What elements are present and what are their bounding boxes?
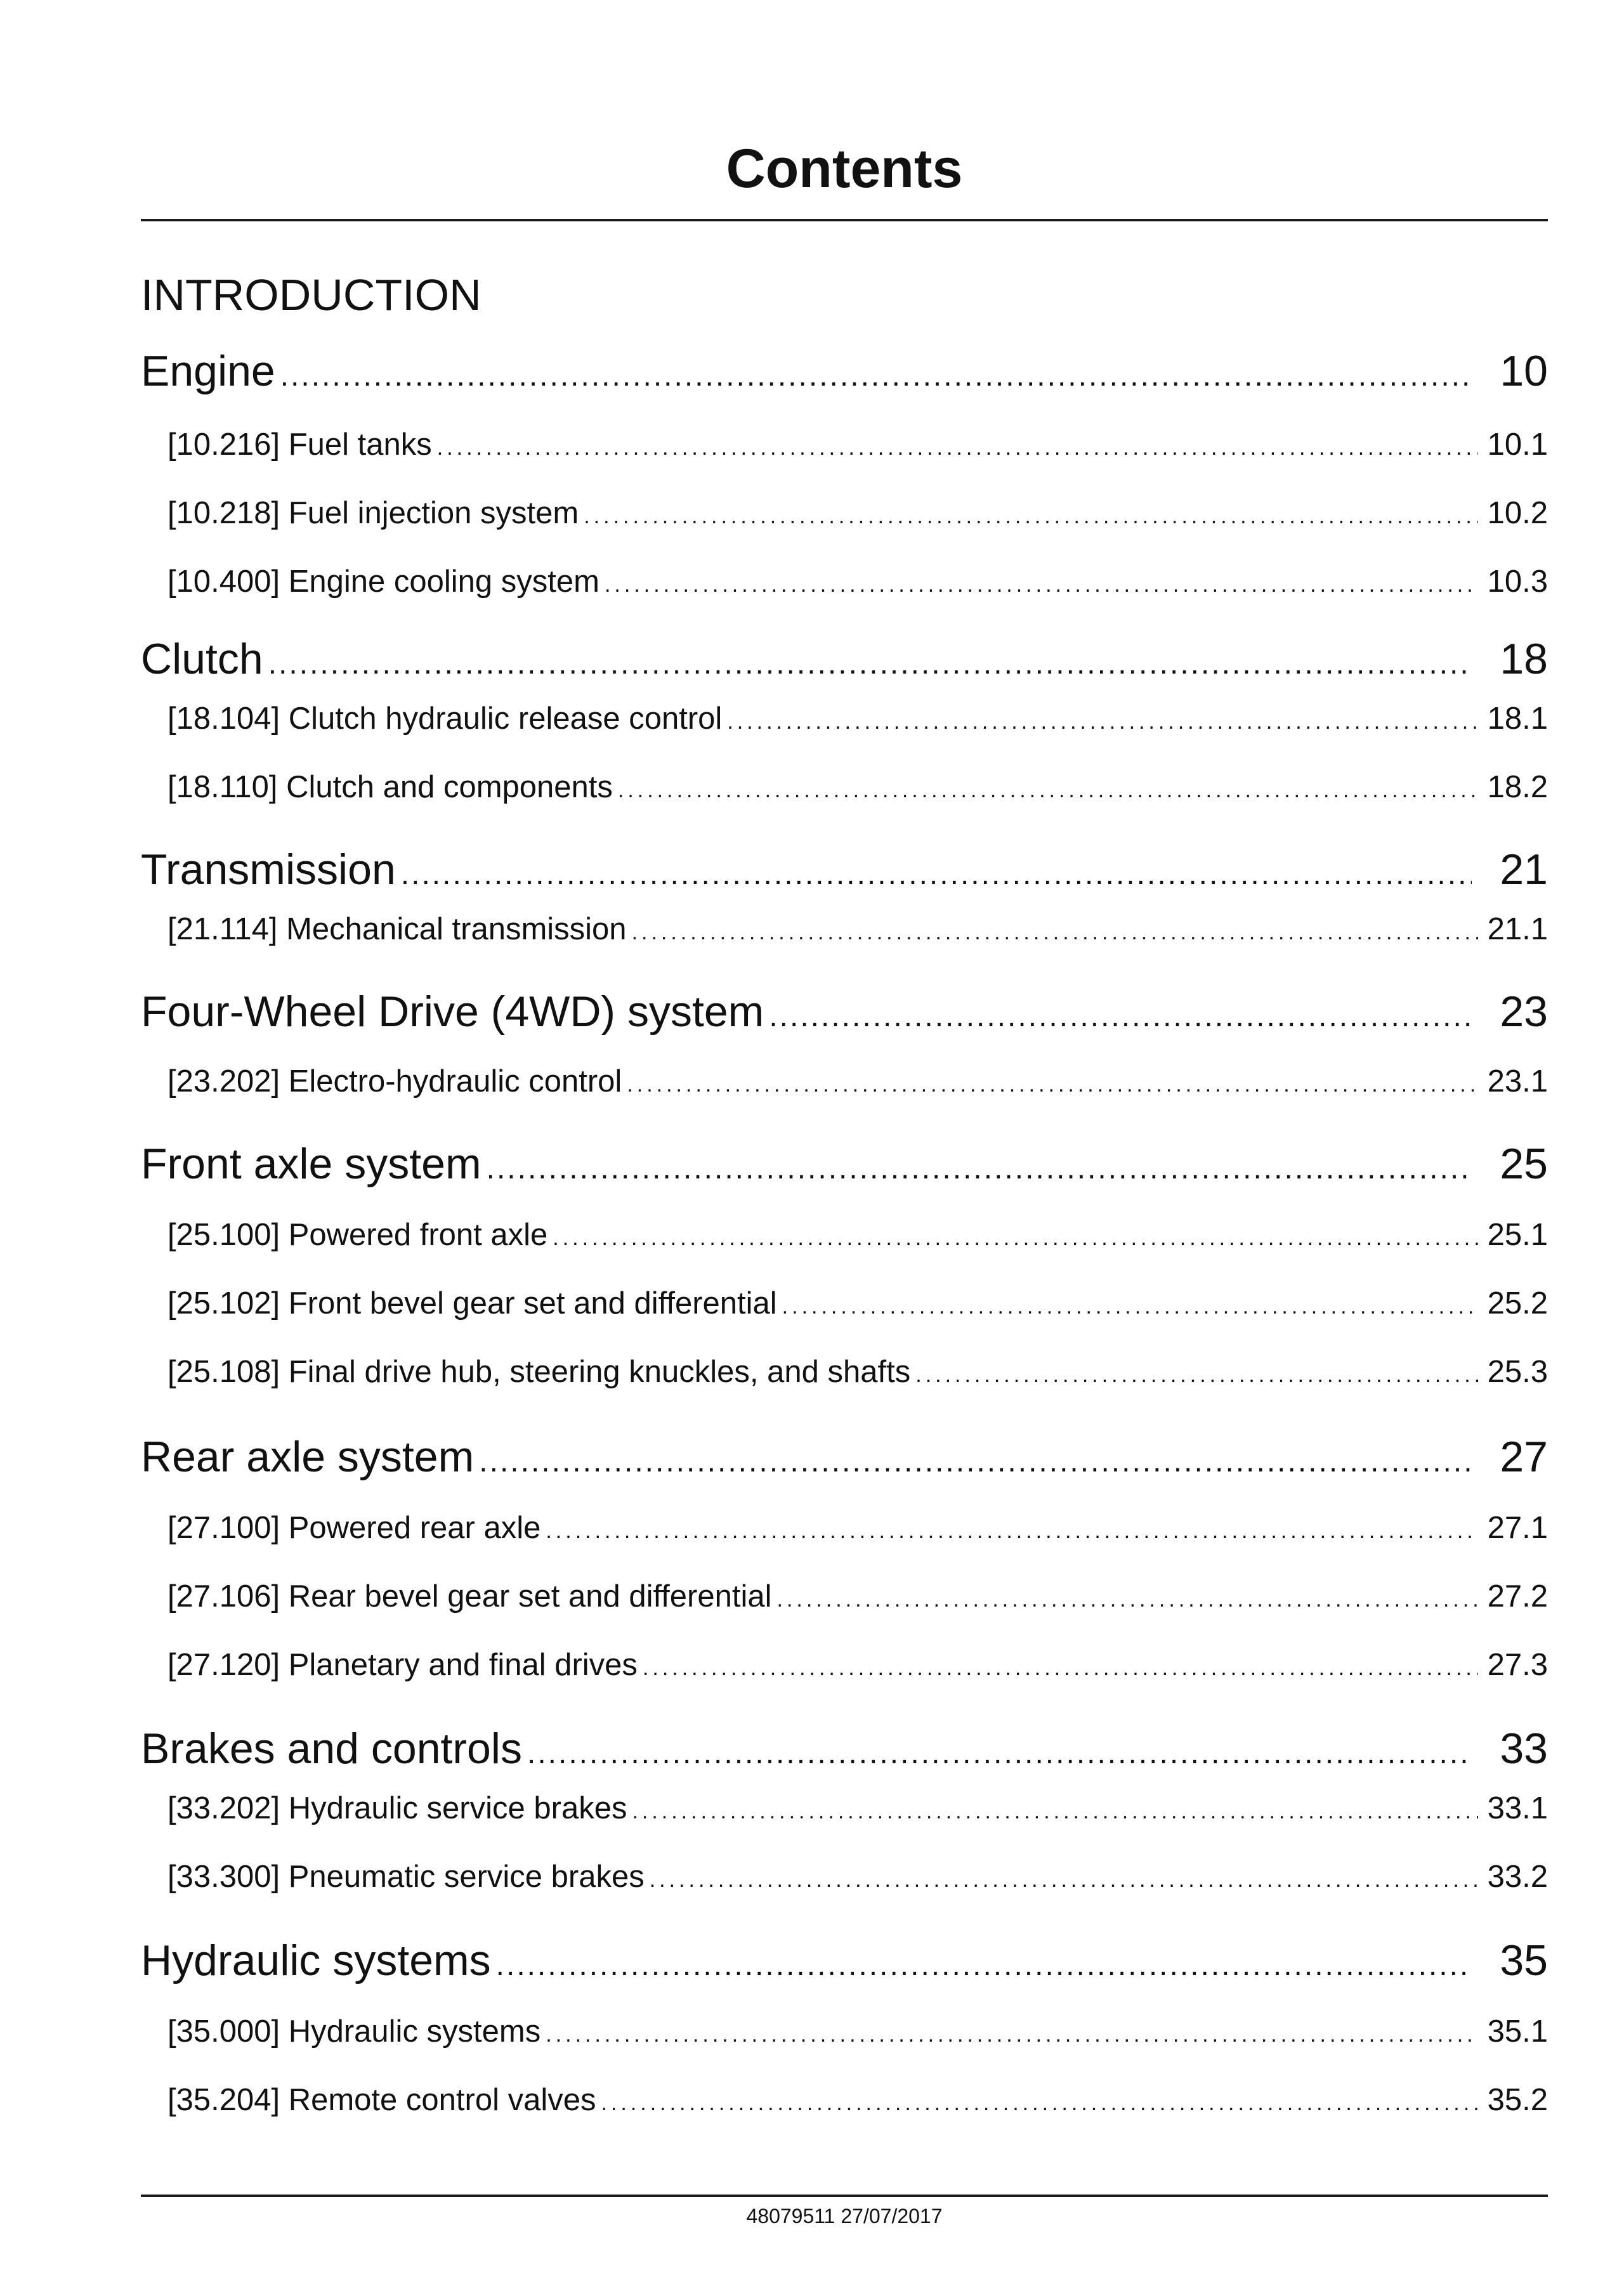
toc-section-25-108[interactable] (167, 1351, 1548, 1393)
dot-leader (584, 495, 1478, 537)
section-page-number: 25.1 (1487, 1218, 1548, 1252)
section-title: [18.110] Clutch and components (167, 770, 613, 804)
chapter-title: Engine (141, 347, 275, 395)
section-title: [33.300] Pneumatic service brakes (167, 1860, 645, 1894)
toc-section-18-110[interactable] (167, 766, 1548, 808)
section-title: [35.000] Hydraulic systems (167, 2014, 541, 2049)
toc-section-10-216[interactable] (167, 424, 1548, 466)
dot-leader (437, 427, 1478, 469)
chapter-page-number: 21 (1500, 845, 1548, 894)
section-page-number: 27.3 (1487, 1648, 1548, 1682)
table-of-contents (141, 0, 1548, 2296)
dot-leader (401, 846, 1472, 903)
dot-leader (280, 348, 1472, 405)
chapter-page-number: 35 (1500, 1936, 1548, 1985)
section-title: [21.114] Mechanical transmission (167, 912, 627, 946)
section-title: [27.120] Planetary and final drives (167, 1648, 638, 1682)
toc-section-33-300[interactable] (167, 1856, 1548, 1898)
section-page-number: 27.2 (1487, 1579, 1548, 1614)
toc-chapter-engine[interactable] (141, 342, 1548, 400)
dot-leader (643, 1647, 1478, 1689)
section-title: [27.106] Rear bevel gear set and differential (167, 1579, 772, 1614)
section-page-number: 18.1 (1487, 701, 1548, 736)
toc-chapter-four-wheel-drive[interactable] (141, 983, 1548, 1040)
toc-chapter-clutch[interactable] (141, 630, 1548, 688)
dot-leader (479, 1433, 1472, 1490)
toc-chapter-hydraulic-systems[interactable] (141, 1932, 1548, 1989)
section-page-number: 10.3 (1487, 564, 1548, 599)
dot-leader (546, 2014, 1478, 2056)
toc-section-27-106[interactable] (167, 1575, 1548, 1617)
toc-section-35-204[interactable] (167, 2079, 1548, 2121)
chapter-title: Hydraulic systems (141, 1936, 491, 1985)
dot-leader (487, 1140, 1472, 1197)
toc-chapter-rear-axle[interactable] (141, 1428, 1548, 1485)
section-title: [10.218] Fuel injection system (167, 496, 579, 530)
dot-leader (527, 1725, 1472, 1782)
introduction-heading: INTRODUCTION (141, 270, 481, 320)
dot-leader (782, 1286, 1478, 1327)
section-page-number: 23.1 (1487, 1064, 1548, 1099)
bottom-divider (141, 2195, 1548, 2197)
toc-chapter-transmission[interactable] (141, 841, 1548, 898)
section-page-number: 35.1 (1487, 2014, 1548, 2049)
section-title: [25.108] Final drive hub, steering knuckles, and shafts (167, 1355, 911, 1389)
dot-leader (268, 636, 1472, 693)
toc-section-35-000[interactable] (167, 2011, 1548, 2052)
dot-leader (627, 1064, 1478, 1106)
section-title: [27.100] Powered rear axle (167, 1511, 541, 1545)
toc-section-27-120[interactable] (167, 1644, 1548, 1686)
section-page-number: 10.2 (1487, 496, 1548, 530)
dot-leader (605, 564, 1478, 606)
chapter-title: Front axle system (141, 1140, 481, 1188)
chapter-title: Clutch (141, 635, 263, 683)
dot-leader (546, 1510, 1478, 1552)
section-page-number: 25.2 (1487, 1286, 1548, 1321)
dot-leader (553, 1217, 1478, 1259)
page-title: Contents (726, 138, 963, 199)
section-page-number: 21.1 (1487, 912, 1548, 946)
chapter-title: Rear axle system (141, 1433, 475, 1481)
section-title: [23.202] Electro-hydraulic control (167, 1064, 622, 1099)
chapter-page-number: 23 (1500, 988, 1548, 1036)
dot-leader (915, 1354, 1478, 1396)
toc-section-10-400[interactable] (167, 561, 1548, 603)
section-page-number: 27.1 (1487, 1511, 1548, 1545)
chapter-page-number: 25 (1500, 1140, 1548, 1188)
chapter-title: Transmission (141, 845, 396, 894)
chapter-page-number: 27 (1500, 1433, 1548, 1481)
toc-section-21-114[interactable] (167, 908, 1548, 950)
toc-section-25-102[interactable] (167, 1282, 1548, 1324)
section-title: [25.102] Front bevel gear set and differential (167, 1286, 777, 1321)
dot-leader (769, 988, 1472, 1045)
dot-leader (601, 2082, 1478, 2124)
dot-leader (650, 1859, 1478, 1901)
section-page-number: 33.2 (1487, 1860, 1548, 1894)
footer-doc-id: 48079511 27/07/2017 (746, 2205, 943, 2228)
toc-section-33-202[interactable] (167, 1787, 1548, 1829)
chapter-title: Four-Wheel Drive (4WD) system (141, 988, 764, 1036)
section-title: [10.400] Engine cooling system (167, 564, 599, 599)
dot-leader (618, 769, 1478, 811)
section-title: [35.204] Remote control valves (167, 2083, 596, 2117)
toc-chapter-front-axle[interactable] (141, 1135, 1548, 1192)
chapter-page-number: 33 (1500, 1725, 1548, 1773)
chapter-page-number: 18 (1500, 635, 1548, 683)
toc-section-18-104[interactable] (167, 698, 1548, 740)
section-page-number: 18.2 (1487, 770, 1548, 804)
section-page-number: 25.3 (1487, 1355, 1548, 1389)
section-title: [18.104] Clutch hydraulic release control (167, 701, 723, 736)
chapter-page-number: 10 (1500, 347, 1548, 395)
section-page-number: 10.1 (1487, 427, 1548, 462)
section-page-number: 35.2 (1487, 2083, 1548, 2117)
contents-page (141, 0, 1548, 2296)
toc-chapter-brakes[interactable] (141, 1720, 1548, 1777)
section-title: [33.202] Hydraulic service brakes (167, 1791, 627, 1825)
dot-leader (727, 701, 1478, 743)
toc-section-23-202[interactable] (167, 1060, 1548, 1102)
toc-section-10-218[interactable] (167, 492, 1548, 534)
section-title: [10.216] Fuel tanks (167, 427, 432, 462)
dot-leader (632, 911, 1478, 953)
dot-leader (777, 1579, 1478, 1621)
chapter-title: Brakes and controls (141, 1725, 522, 1773)
toc-section-25-100[interactable] (167, 1214, 1548, 1256)
section-title: [25.100] Powered front axle (167, 1218, 548, 1252)
dot-leader (496, 1937, 1472, 1994)
section-page-number: 33.1 (1487, 1791, 1548, 1825)
dot-leader (632, 1790, 1478, 1832)
toc-section-27-100[interactable] (167, 1507, 1548, 1549)
